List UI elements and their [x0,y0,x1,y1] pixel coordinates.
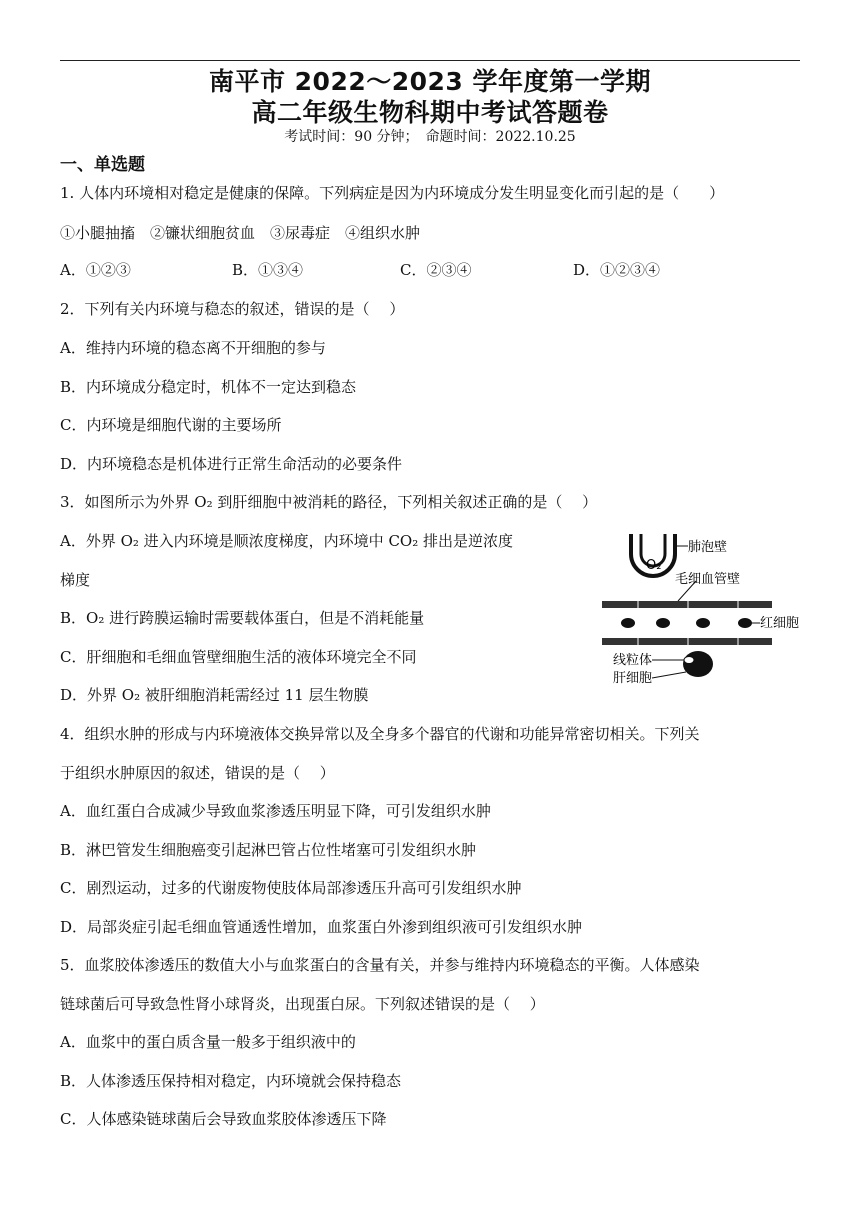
q4-stem-line2: 于组织水肿原因的叙述，错误的是（ ） [60,764,335,782]
q1-option-b: B．①③④ [232,261,304,279]
red-blood-cell [738,618,752,628]
exam-meta: 考试时间：90 分钟； 命题时间：2022.10.25 [284,129,576,145]
liver-cell [683,651,713,677]
exam-title-line1: 南平市 2022～2023 学年度第一学期 [208,67,652,96]
q3-option-d: D．外界 O₂ 被肝细胞消耗需经过 11 层生物膜 [60,686,369,704]
label-liver-cell: 肝细胞 [613,671,653,686]
red-blood-cell [696,618,710,628]
q1-option-c: C．②③④ [400,261,472,279]
q1-stem: 1. 人体内环境相对稳定是健康的保障。下列病症是因为内环境成分发生明显变化而引起的是（ ） [60,184,725,202]
q1-option-d: D．①②③④ [573,261,661,279]
label-alveolar-wall: 肺泡壁 [688,540,728,555]
section-heading: 一、单选题 [60,155,145,175]
q3-stem: 3．如图所示为外界 O₂ 到肝细胞中被消耗的路径，下列相关叙述正确的是（ ） [60,493,598,511]
q5-option-c: C．人体感染链球菌后会导致血浆胶体渗透压下降 [60,1110,387,1128]
capillary-wall-top [602,601,772,608]
q4-option-c: C．剧烈运动，过多的代谢废物使肢体局部渗透压升高可引发组织水肿 [60,879,522,897]
q1-options [60,259,780,281]
oxygen-path-diagram [598,526,813,691]
q1-option-a: A．①②③ [60,261,131,279]
q2-option-a: A．维持内环境的稳态离不开细胞的参与 [60,339,326,357]
q3-option-a-cont: 梯度 [60,571,91,589]
label-mitochondrion: 线粒体 [613,653,653,668]
q2-option-d: D．内环境稳态是机体进行正常生命活动的必要条件 [60,455,403,473]
exam-title-line2: 高二年级生物科期中考试答题卷 [251,98,609,127]
red-blood-cell [656,618,670,628]
q3-option-c: C．肝细胞和毛细血管壁细胞生活的液体环境完全不同 [60,648,417,666]
q5-stem-line1: 5．血浆胶体渗透压的数值大小与血浆蛋白的含量有关，并参与维持内环境稳态的平衡。人体感染 [60,956,700,974]
o2-label: O₂ [646,558,662,573]
mitochondrion [684,657,694,664]
red-blood-cell [621,618,635,628]
q5-option-a: A．血浆中的蛋白质含量一般多于组织液中的 [60,1033,356,1051]
q2-stem: 2．下列有关内环境与稳态的叙述，错误的是（ ） [60,300,405,318]
capillary-wall-bottom [602,638,772,645]
top-rule [60,60,800,61]
q4-option-d: D．局部炎症引起毛细血管通透性增加，血浆蛋白外渗到组织液可引发组织水肿 [60,918,583,936]
q5-stem-line2: 链球菌后可导致急性肾小球肾炎，出现蛋白尿。下列叙述错误的是（ ） [60,995,545,1013]
q3-option-b: B．O₂ 进行跨膜运输时需要载体蛋白，但是不消耗能量 [60,609,425,627]
label-red-blood-cell: 红细胞 [760,616,800,631]
label-capillary-wall: 毛细血管壁 [675,572,741,587]
q4-option-b: B．淋巴管发生细胞癌变引起淋巴管占位性堵塞可引发组织水肿 [60,841,477,859]
q1-items: ①小腿抽搐 ②镰状细胞贫血 ③尿毒症 ④组织水肿 [60,224,421,242]
q2-option-b: B．内环境成分稳定时，机体不一定达到稳态 [60,378,357,396]
q5-option-b: B．人体渗透压保持相对稳定，内环境就会保持稳态 [60,1072,402,1090]
q4-stem-line1: 4．组织水肿的形成与内环境液体交换异常以及全身多个器官的代谢和功能异常密切相关。下列关 [60,725,700,743]
q4-option-a: A．血红蛋白合成减少导致血浆渗透压明显下降，可引发组织水肿 [60,802,491,820]
q2-option-c: C．内环境是细胞代谢的主要场所 [60,416,282,434]
q3-option-a: A．外界 O₂ 进入内环境是顺浓度梯度，内环境中 CO₂ 排出是逆浓度 [60,532,514,550]
